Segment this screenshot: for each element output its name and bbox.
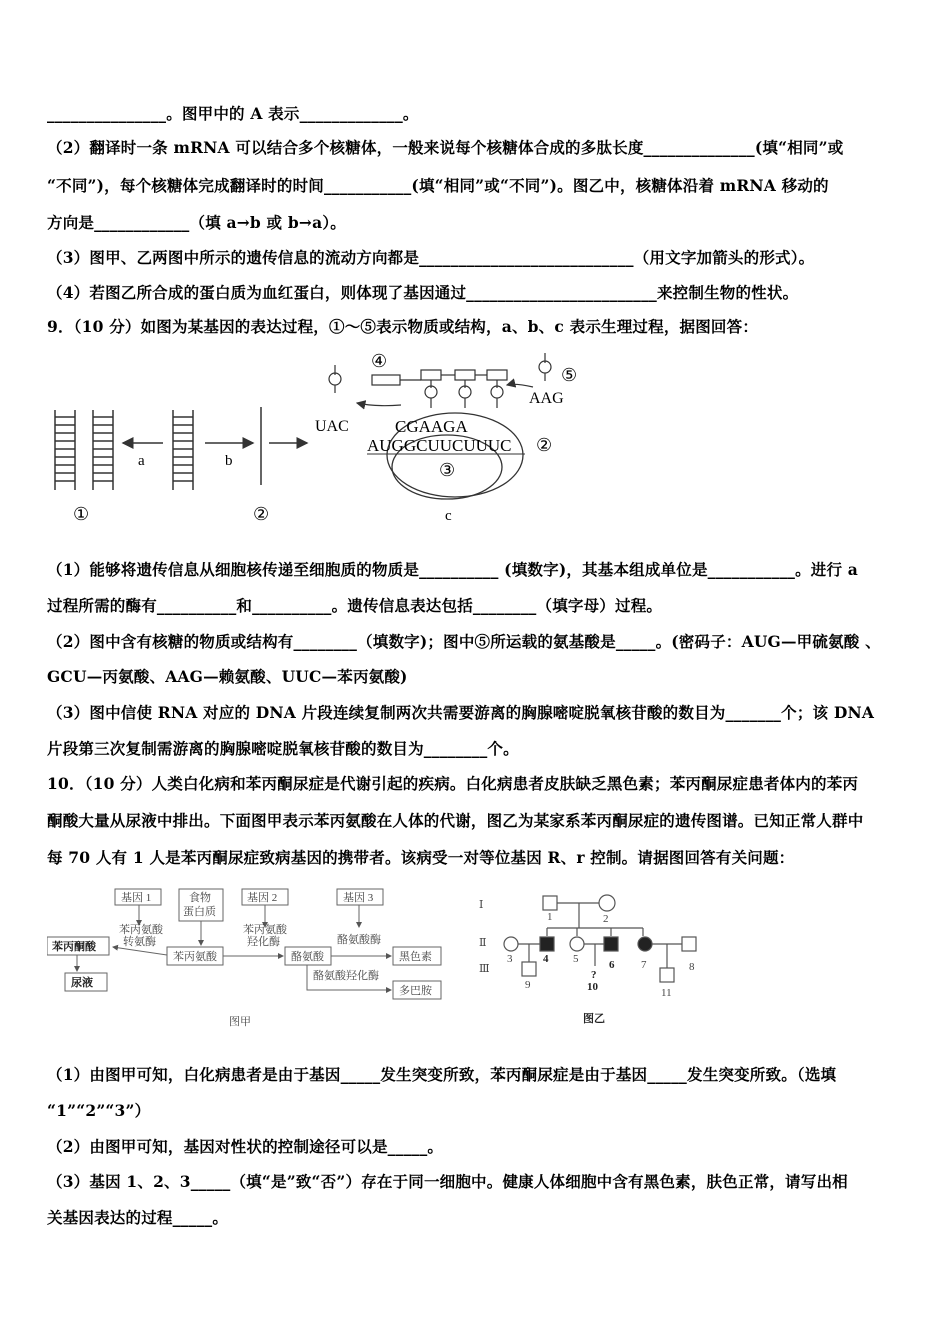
- gen-label-2: Ⅱ: [479, 937, 487, 949]
- pedigree-diagram: [475, 890, 705, 1035]
- q9-part1-a: （1）能够将遗传信息从细胞核传递至细胞质的物质是__________ (填数字)，其基本组成单位是___________。进行 a: [47, 560, 859, 579]
- pedigree-num-3: 3: [507, 953, 513, 965]
- metabolism-diagram: [47, 885, 457, 1035]
- label-num-2-left: ②: [253, 504, 270, 524]
- label-gene3: 基因 3: [343, 892, 374, 904]
- text-line-6: （4）若图乙所合成的蛋白质为血红蛋白，则体现了基因通过________________________来控制生物的性状。: [47, 283, 799, 302]
- figure-pedigree: [475, 890, 705, 1035]
- label-phe: 苯丙氨酸: [173, 951, 217, 963]
- label-num-3: ③: [439, 460, 456, 480]
- dna-double-helix-middle: [173, 410, 193, 490]
- pedigree-num-8: 8: [689, 961, 695, 973]
- label-c: c: [445, 508, 452, 524]
- q9-part2-b: GCU—丙氨酸、AAG—赖氨酸、UUC—苯丙氨酸): [47, 667, 408, 686]
- figure-gene-expression: [45, 345, 605, 530]
- pedigree-question-mark: ?: [591, 969, 597, 981]
- mrna-sequence: AUGGCUUCUUUC: [367, 436, 512, 455]
- label-enzyme1a: 苯丙氨酸: [119, 924, 163, 936]
- label-num-4: ④: [371, 351, 388, 371]
- label-num-5: ⑤: [561, 365, 578, 385]
- q9-part2-a: （2）图中含有核糖的物质或结构有________（填数字)；图中⑤所运载的氨基酸是_____。(密码子：AUG—甲硫氨酸 、: [47, 632, 881, 651]
- dna-double-helix-left: [55, 410, 113, 490]
- q9-part3-b: 片段第三次复制需游离的胸腺嘧啶脱氧核苷酸的数目为________个。: [47, 739, 519, 758]
- figure-metabolism: [47, 885, 457, 1035]
- label-protein: 蛋白质: [183, 906, 216, 918]
- gen-label-1: Ⅰ: [479, 899, 484, 911]
- label-food: 食物: [189, 892, 211, 904]
- pedigree-num-7: 7: [641, 959, 647, 971]
- question-10-stem-3: 每 70 人有 1 人是苯丙酮尿症致病基因的携带者。该病受一对等位基因 R、r 控制。请据图回答有关问题：: [47, 848, 795, 867]
- caption-fig-a: 图甲: [229, 1016, 251, 1028]
- label-enzyme1b: 转氨酶: [123, 936, 156, 948]
- q10-part2: （2）由图甲可知，基因对性状的控制途径可以是_____。: [47, 1137, 444, 1156]
- pedigree-num-5: 5: [573, 953, 579, 965]
- label-ppa: 苯丙酮酸: [52, 941, 96, 953]
- label-tyr: 酪氨酸: [291, 951, 324, 963]
- text-line-3: “不同”)，每个核糖体完成翻译时的时间___________(填“相同”或“不同”)。图乙中，核糖体沿着 mRNA 移动的: [47, 176, 829, 195]
- q9-part1-b: 过程所需的酶有__________和__________。遗传信息表达包括________（填字母）过程。: [47, 596, 663, 615]
- label-enzyme4: 酪氨酸羟化酶: [313, 970, 379, 982]
- trna-group: [329, 353, 551, 408]
- question-9-stem: 9．（10 分）如图为某基因的表达过程，①～⑤表示物质或结构，a、b、c 表示生理过程，据图回答：: [47, 317, 759, 336]
- q9-part3-a: （3）图中信使 RNA 对应的 DNA 片段连续复制两次共需要游离的胸腺嘧啶脱氧核苷酸的数目为_______个；该 DNA: [47, 703, 875, 722]
- q10-part1-b: “1”“2”“3”）: [47, 1101, 151, 1120]
- question-10-stem-2: 酮酸大量从尿液中排出。下面图甲表示苯丙氨酸在人体的代谢，图乙为某家系苯丙酮尿症的遗传图谱。已知正常人群中: [47, 811, 864, 830]
- anticodon-aag: AAG: [529, 390, 564, 407]
- label-num-1: ①: [73, 504, 90, 524]
- q10-part3-b: 关基因表达的过程_____。: [47, 1208, 229, 1227]
- pedigree-num-4: 4: [543, 953, 549, 965]
- label-enzyme2a: 苯丙氨酸: [243, 924, 287, 936]
- pedigree-num-10: 10: [587, 981, 598, 993]
- label-num-2-right: ②: [536, 435, 553, 455]
- gene-expression-diagram: [45, 345, 605, 530]
- gen-label-3: Ⅲ: [479, 963, 490, 975]
- pedigree-num-2: 2: [603, 913, 609, 925]
- text-line-2: （2）翻译时一条 mRNA 可以结合多个核糖体，一般来说每个核糖体合成的多肽长度______________(填“相同”或: [47, 138, 844, 157]
- label-melanin: 黑色素: [399, 951, 432, 963]
- label-gene1: 基因 1: [121, 892, 152, 904]
- pedigree-num-11: 11: [661, 987, 672, 999]
- text-line-4: 方向是____________（填 a→b 或 b→a）。: [47, 213, 346, 232]
- label-b: b: [225, 453, 233, 469]
- trna-anticodons: CGAAGA: [395, 417, 468, 436]
- pedigree-num-9: 9: [525, 979, 531, 991]
- anticodon-uac: UAC: [315, 418, 349, 435]
- label-enzyme2b: 羟化酶: [247, 936, 280, 948]
- text-line-5: （3）图甲、乙两图中所示的遗传信息的流动方向都是___________________________（用文字加箭头的形式）。: [47, 248, 815, 267]
- pedigree-num-1: 1: [547, 911, 553, 923]
- q10-part3-a: （3）基因 1、2、3_____（填“是”致“否”）存在于同一细胞中。健康人体细胞中含有黑色素，肤色正常，请写出相: [47, 1172, 848, 1191]
- pedigree-num-6: 6: [609, 959, 615, 971]
- label-gene2: 基因 2: [247, 892, 278, 904]
- label-a: a: [138, 453, 145, 469]
- caption-fig-b: 图乙: [583, 1013, 605, 1025]
- trna-entering-arrow: [507, 384, 533, 387]
- question-10-stem-1: 10．（10 分）人类白化病和苯丙酮尿症是代谢引起的疾病。白化病患者皮肤缺乏黑色素；苯丙酮尿症患者体内的苯丙: [47, 774, 859, 793]
- label-enzyme3: 酪氨酸酶: [337, 934, 381, 946]
- trna-leaving-arrow: [357, 403, 401, 406]
- label-dopamine: 多巴胺: [399, 985, 432, 997]
- text-line-1: _______________。图甲中的 A 表示_____________。: [47, 104, 419, 123]
- q10-part1-a: （1）由图甲可知，白化病患者是由于基因_____发生突变所致，苯丙酮尿症是由于基因_____发生突变所致。（选填: [47, 1065, 837, 1084]
- label-urine: 尿液: [71, 977, 93, 989]
